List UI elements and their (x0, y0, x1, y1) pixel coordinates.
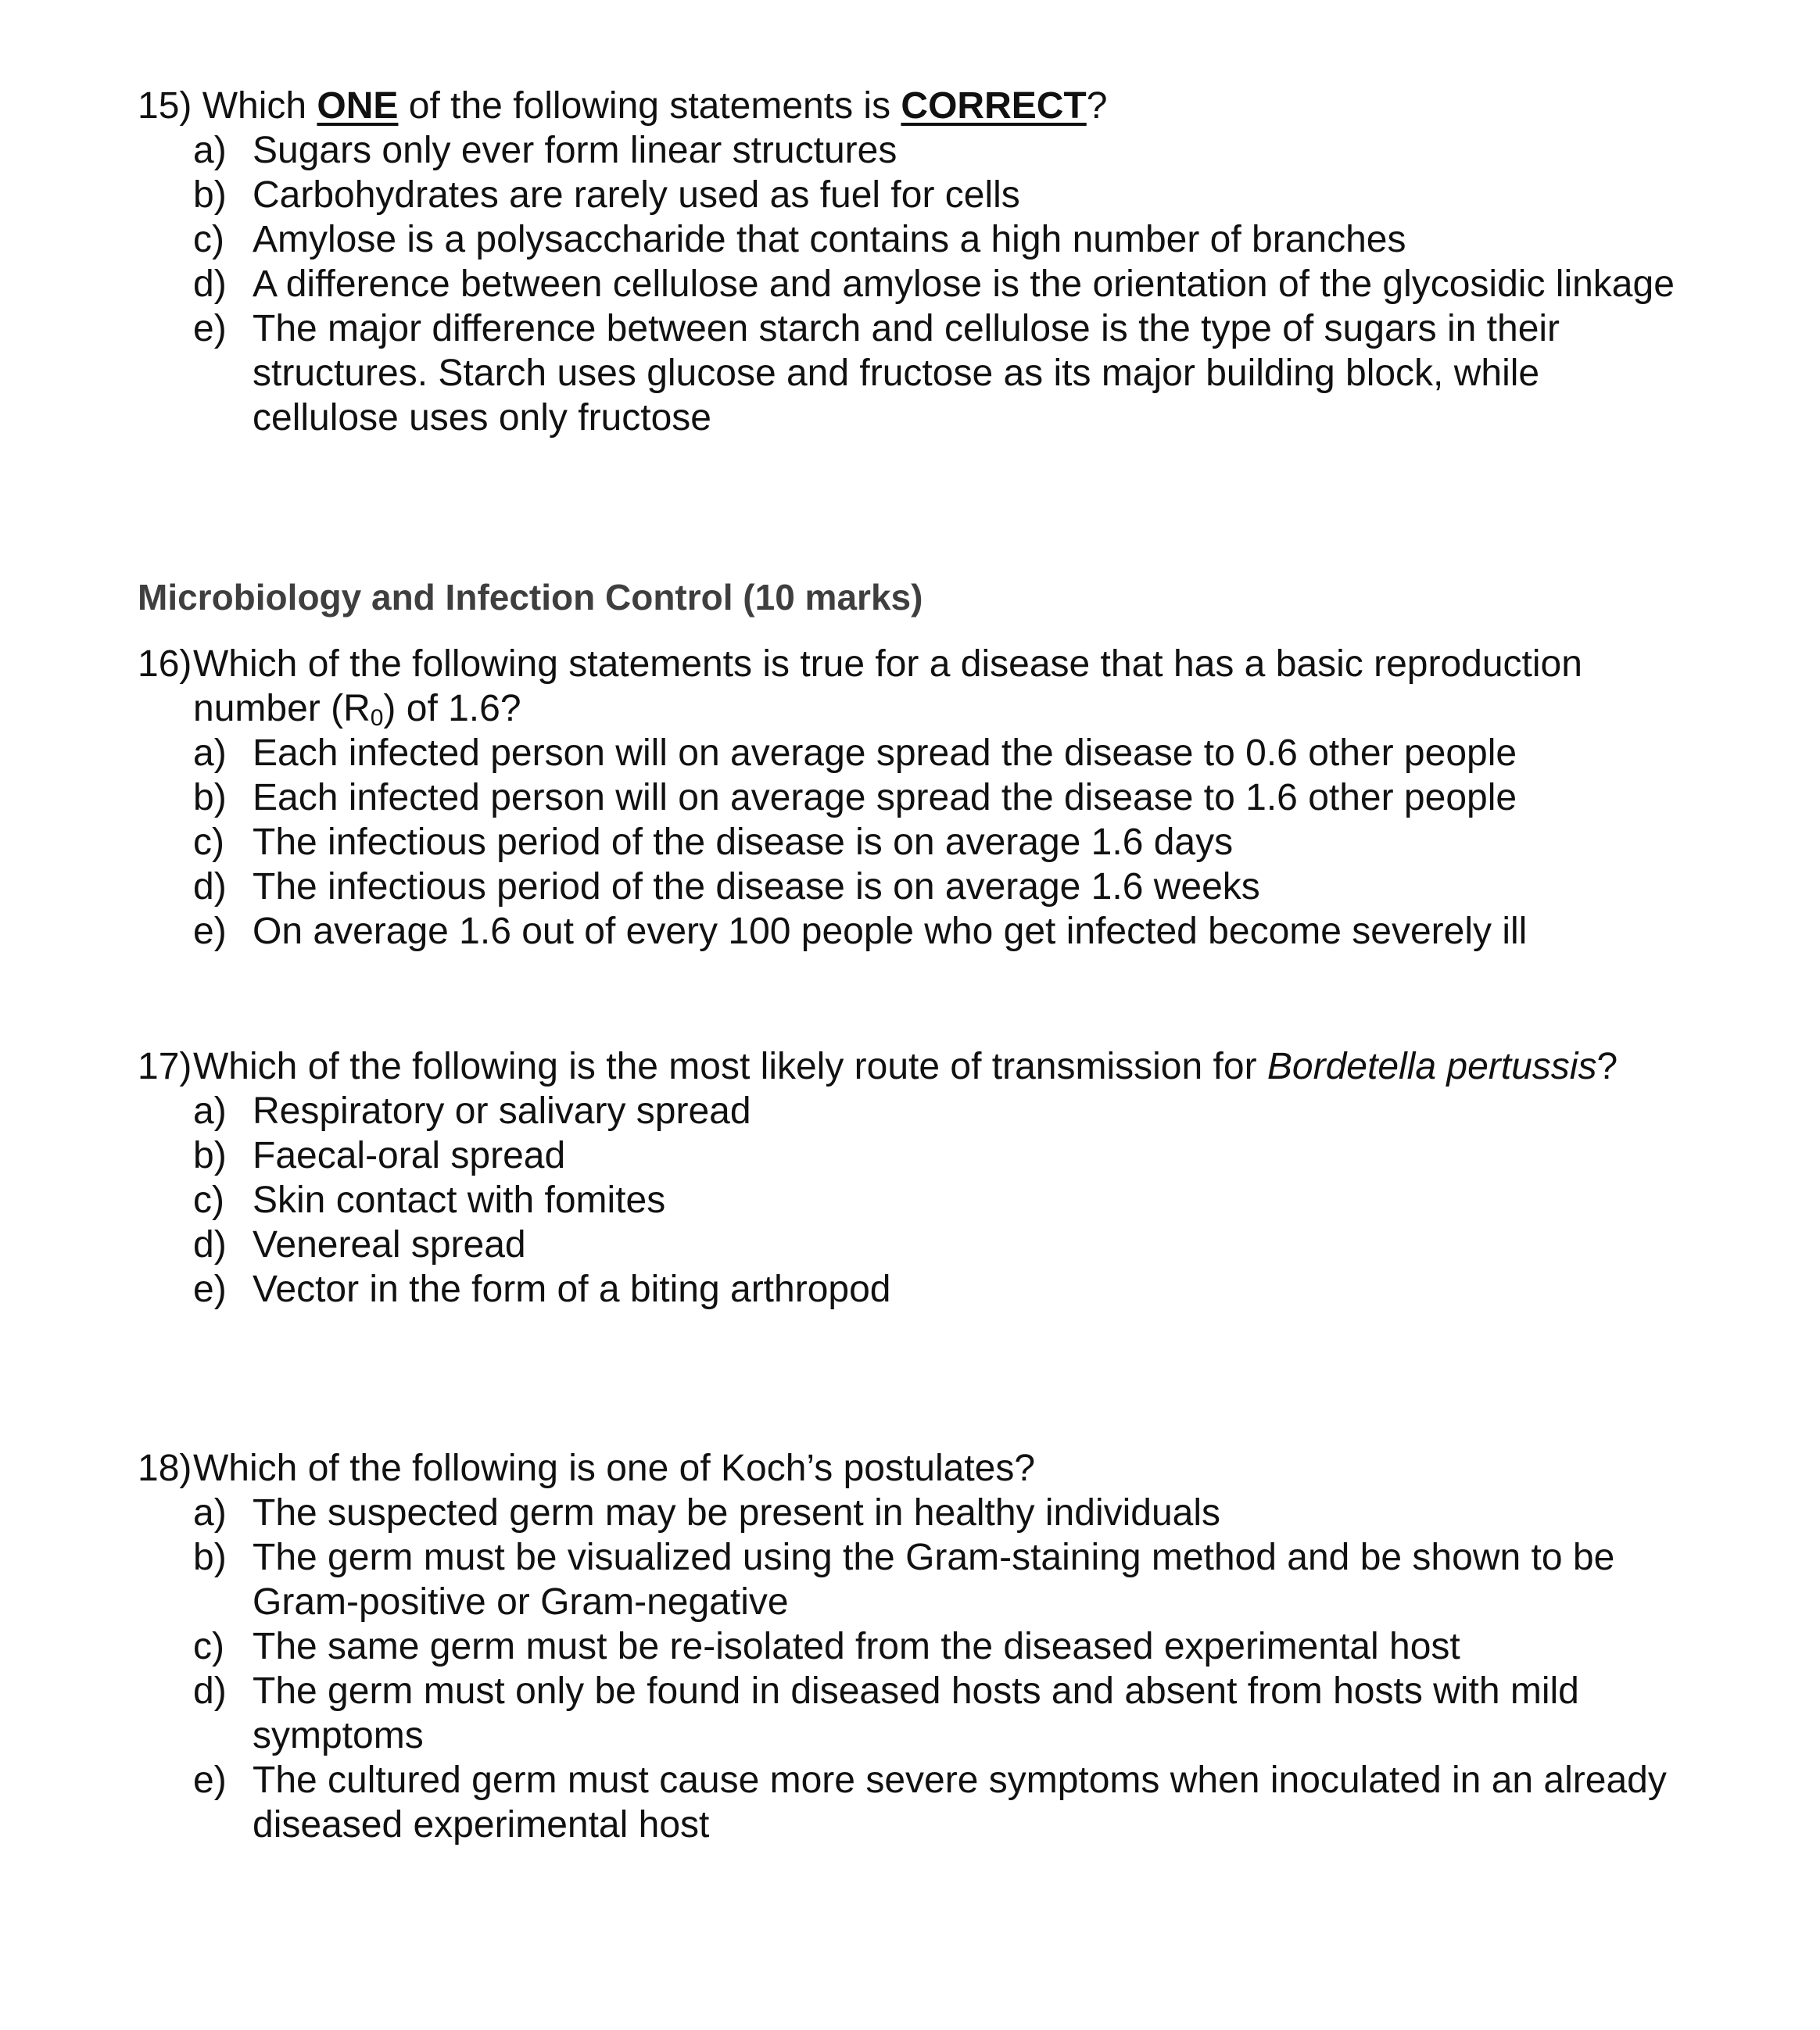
answer-option (193, 1267, 1686, 1312)
answer-option (193, 820, 1686, 865)
option-text: A difference between cellulose and amylose is the orientation of the glycosidic linkage (253, 263, 1675, 305)
emphasis-one: ONE (317, 85, 399, 127)
option-text: Carbohydrates are rarely used as fuel for cells (253, 174, 1020, 216)
question-number: 15) (138, 85, 192, 127)
option-text: The germ must be visualized using the Gram-staining method and be shown to be Gram-positive or Gram-negative (253, 1537, 1615, 1623)
options (193, 128, 1686, 440)
answer-option (193, 909, 1686, 954)
option-letter: b) (193, 777, 227, 818)
section-heading: Microbiology and Infection Control (10 marks) (138, 577, 923, 618)
option-letter: a) (193, 130, 227, 171)
option-letter: b) (193, 1537, 227, 1578)
options (193, 1089, 1686, 1312)
option-letter: e) (193, 911, 227, 952)
option-text: The germ must only be found in diseased hosts and absent from hosts with mild symptoms (253, 1670, 1579, 1756)
stem-text: ? (1596, 1046, 1618, 1087)
option-text: The suspected germ may be present in healthy individuals (253, 1492, 1221, 1534)
stem-text: Which of the following is the most likely route of transmission for (193, 1046, 1267, 1087)
option-letter: d) (193, 1670, 227, 1712)
option-letter: e) (193, 308, 227, 349)
option-text: The cultured germ must cause more severe symptoms when inoculated in an already diseased experimental host (253, 1760, 1667, 1846)
emphasis-correct: CORRECT (901, 85, 1087, 127)
option-text: Venereal spread (253, 1224, 526, 1266)
option-text: The infectious period of the disease is on average 1.6 weeks (253, 866, 1260, 908)
option-text: Sugars only ever form linear structures (253, 130, 897, 171)
stem-text: Which of the following is one of Koch’s postulates? (193, 1448, 1036, 1489)
answer-option (193, 1133, 1686, 1178)
answer-option (193, 1669, 1686, 1758)
subscript: 0 (370, 705, 384, 731)
option-letter: a) (193, 1492, 227, 1534)
answer-option (193, 1223, 1686, 1267)
option-letter: c) (193, 822, 224, 863)
answer-option (193, 775, 1686, 820)
answer-option (193, 1491, 1686, 1535)
option-text: The major difference between starch and cellulose is the type of sugars in their structures. Starch uses glucose and fructose as its major building block, while cellulose uses only fructose (253, 308, 1560, 439)
question-17-stem (138, 1044, 1686, 1089)
options (193, 731, 1686, 954)
option-letter: d) (193, 263, 227, 305)
option-letter: e) (193, 1269, 227, 1310)
answer-option (193, 1178, 1686, 1223)
option-text: On average 1.6 out of every 100 people who get infected become severely ill (253, 911, 1528, 952)
question-18-stem (138, 1446, 1686, 1491)
question-number: 17) (138, 1046, 192, 1087)
answer-option (193, 1758, 1686, 1847)
stem-text (193, 1044, 1686, 1089)
answer-option (193, 306, 1686, 440)
answer-option (193, 1624, 1686, 1669)
question-number: 18) (138, 1448, 192, 1489)
option-text: Amylose is a polysaccharide that contains a high number of branches (253, 219, 1406, 260)
stem-text: of the following statements is (398, 85, 901, 127)
option-letter: d) (193, 1224, 227, 1266)
option-letter: b) (193, 1135, 227, 1176)
option-letter: d) (193, 866, 227, 908)
question-17 (138, 1044, 1686, 1312)
option-text: Each infected person will on average spread the disease to 1.6 other people (253, 777, 1517, 818)
option-letter: a) (193, 732, 227, 774)
option-text: Each infected person will on average spread the disease to 0.6 other people (253, 732, 1517, 774)
option-text: The infectious period of the disease is on average 1.6 days (253, 822, 1234, 863)
answer-option (193, 865, 1686, 909)
answer-option (193, 1535, 1686, 1624)
stem-text (193, 642, 1686, 731)
stem-text: Which of the following statements is true for a disease that has a basic reproduction number (R (193, 643, 1582, 729)
question-18 (138, 1446, 1686, 1847)
answer-option (193, 217, 1686, 262)
stem-text: Which (202, 85, 317, 127)
answer-option (193, 731, 1686, 775)
option-letter: e) (193, 1760, 227, 1801)
stem-text: ) of 1.6? (383, 688, 521, 729)
option-text: Faecal-oral spread (253, 1135, 566, 1176)
option-letter: a) (193, 1090, 227, 1132)
answer-option (193, 1089, 1686, 1133)
question-15-stem (138, 84, 1686, 128)
option-letter: c) (193, 1180, 224, 1221)
question-16-stem (138, 642, 1686, 731)
stem-text: ? (1086, 85, 1108, 127)
answer-option (193, 128, 1686, 173)
answer-option (193, 262, 1686, 306)
option-letter: c) (193, 1626, 224, 1667)
option-text: Skin contact with fomites (253, 1180, 666, 1221)
option-text: The same germ must be re-isolated from the diseased experimental host (253, 1626, 1460, 1667)
question-15 (138, 84, 1686, 440)
option-text: Respiratory or salivary spread (253, 1090, 751, 1132)
option-letter: c) (193, 219, 224, 260)
question-number: 16) (138, 643, 192, 685)
option-letter: b) (193, 174, 227, 216)
option-text: Vector in the form of a biting arthropod (253, 1269, 891, 1310)
options (193, 1491, 1686, 1847)
answer-option (193, 173, 1686, 217)
species-name: Bordetella pertussis (1266, 1046, 1597, 1087)
question-16 (138, 642, 1686, 954)
